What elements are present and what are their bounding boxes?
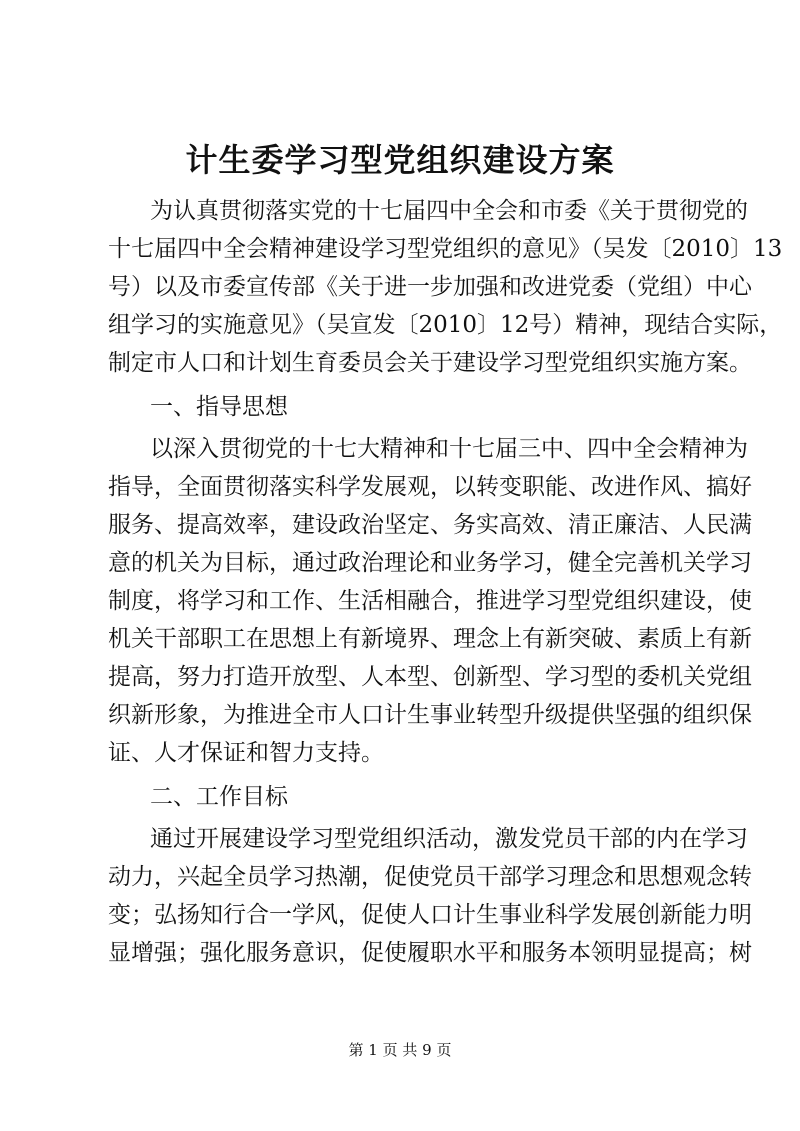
paragraph-line: 制定市人口和计划生育委员会关于建设学习型党组织实施方案。 xyxy=(108,350,752,376)
paragraph-line: 指导，全面贯彻落实科学发展观，以转变职能、改进作风、搞好 xyxy=(108,474,752,500)
paragraph-line: 号）以及市委宣传部《关于进一步加强和改进党委（党组）中心 xyxy=(108,274,752,300)
paragraph-line: 变；弘扬知行合一学风，促使人口计生事业科学发展创新能力明 xyxy=(108,902,752,928)
paragraph-line: 组学习的实施意见》（吴宣发〔2010〕12号）精神，现结合实际， xyxy=(108,312,783,338)
document-title: 计生委学习型党组织建设方案 xyxy=(185,141,615,179)
paragraph-line: 制度，将学习和工作、生活相融合，推进学习型党组织建设，使 xyxy=(108,588,752,614)
section-heading: 一、指导思想 xyxy=(150,394,288,420)
paragraph-line: 证、人才保证和智力支持。 xyxy=(108,740,384,766)
paragraph-line: 意的机关为目标，通过政治理论和业务学习，健全完善机关学习 xyxy=(108,550,752,576)
paragraph-line: 显增强；强化服务意识，促使履职水平和服务本领明显提高；树 xyxy=(108,940,752,966)
paragraph-line: 为认真贯彻落实党的十七届四中全会和市委《关于贯彻党的 xyxy=(150,198,748,224)
paragraph-line: 提高，努力打造开放型、人本型、创新型、学习型的委机关党组 xyxy=(108,664,752,690)
paragraph-line: 织新形象，为推进全市人口计生事业转型升级提供坚强的组织保 xyxy=(108,702,752,728)
paragraph-line: 以深入贯彻党的十七大精神和十七届三中、四中全会精神为 xyxy=(150,436,748,462)
paragraph-line: 十七届四中全会精神建设学习型党组织的意见》（吴发〔2010〕13 xyxy=(108,236,783,262)
paragraph-line: 机关干部职工在思想上有新境界、理念上有新突破、素质上有新 xyxy=(108,626,752,652)
paragraph-line: 通过开展建设学习型党组织活动，激发党员干部的内在学习 xyxy=(150,826,748,852)
paragraph-line: 服务、提高效率，建设政治坚定、务实高效、清正廉洁、人民满 xyxy=(108,512,752,538)
section-heading: 二、工作目标 xyxy=(150,784,288,810)
paragraph-line: 动力，兴起全员学习热潮，促使党员干部学习理念和思想观念转 xyxy=(108,864,752,890)
page-number: 第 1 页 共 9 页 xyxy=(348,1041,452,1059)
